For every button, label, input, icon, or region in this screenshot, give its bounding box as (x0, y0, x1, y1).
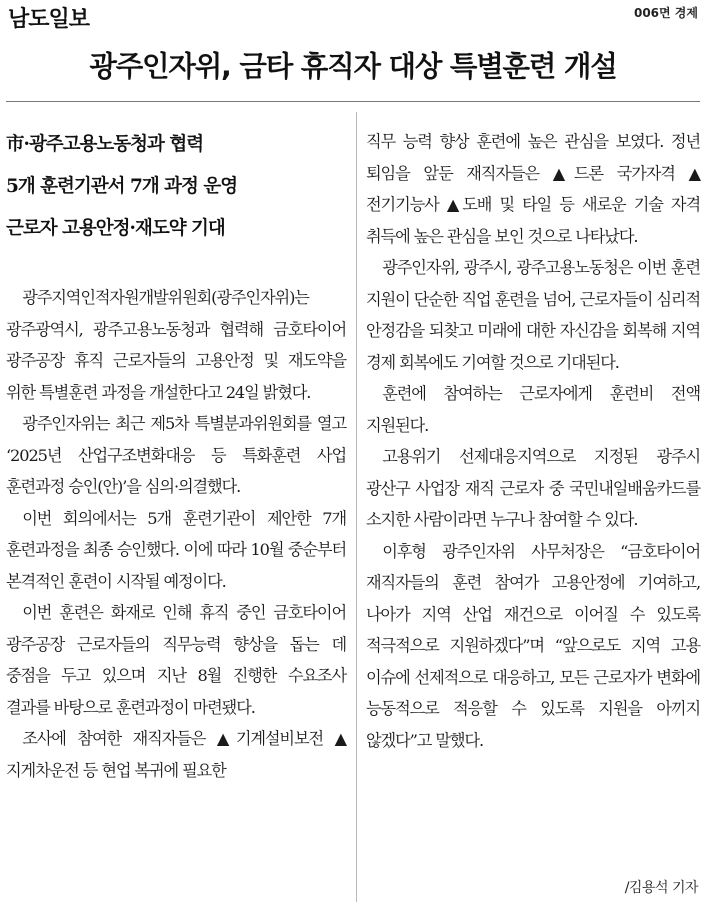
column-divider (356, 112, 357, 902)
masthead (0, 0, 706, 30)
subheadline: 근로자 고용안정·재도약 기대 (6, 218, 225, 239)
newspaper-name: 남도일보 (8, 7, 90, 32)
subheadline-list (6, 124, 346, 250)
article-column-left (6, 124, 346, 786)
article-headline: 광주인자위, 금타 휴직자 대상 특별훈련 개설 (89, 50, 617, 83)
page-section-label: 006면 경제 (633, 6, 698, 20)
article-column-right (366, 126, 700, 756)
article-paragraph: 조사에 참여한 재직자들은 ▲기계설비보전 ▲지게차운전 등 현업 복귀에 필요한 (6, 729, 346, 780)
article-body-left (6, 282, 346, 786)
article-paragraph: 이후형 광주인자위 사무처장은 “금호타이어 재직자들의 훈련 참여가 고용안정에 기여하고, 나아가 지역 산업 재건으로 이어질 수 있도록 적극적으로 지원하겠다”며 “앞으로도 지역 고용 이슈에 선제적으로 대응하고, 모든 근로자가 변화에 능동적으로 적응할 수 있도록 지원을 아끼지 않겠다”고 말했다. (366, 541, 700, 750)
article-paragraph: 직무 능력 향상 훈련에 높은 관심을 보였다. 정년 퇴임을 앞둔 재직자들은 ▲드론 국가자격 ▲전기기능사 ▲도배 및 타일 등 새로운 기술 자격 취득에 높은 관심을 보인 것으로 나타났다. (366, 132, 700, 246)
article-paragraph: 광주인자위, 광주시, 광주고용노동청은 이번 훈련 지원이 단순한 직업 훈련을 넘어, 근로자들이 심리적 안정감을 되찾고 미래에 대한 자신감을 회복해 지역 경제 회복에도 기여할 것으로 기대된다. (366, 258, 700, 372)
article-paragraph: 광주인자위는 최근 제5차 특별분과위원회를 열고 ‘2025년 산업구조변화대응 등 특화훈련 사업 훈련과정 승인(안)’을 심의·의결했다. (6, 414, 346, 496)
article-paragraph: 이번 회의에서는 5개 훈련기관이 제안한 7개 훈련과정을 최종 승인했다. 이에 따라 10월 중순부터 본격적인 훈련이 시작될 예정이다. (6, 508, 346, 591)
article-paragraph: 고용위기 선제대응지역으로 지정된 광주시 광산구 사업장 재직 근로자 중 국민내일배움카드를 소지한 사람이라면 누구나 참여할 수 있다. (366, 447, 700, 529)
article-paragraph: 훈련에 참여하는 근로자에게 훈련비 전액 지원된다. (366, 384, 700, 435)
subheadline: 市·광주고용노동청과 협력 (6, 134, 204, 155)
article-paragraph: 광주지역인적자원개발위원회(광주인자위)는 광주광역시, 광주고용노동청과 협력해 금호타이어 광주공장 휴직 근로자들의 고용안정 및 재도약을 위한 특별훈련 과정을 개설한다고 24일 밝혔다. (6, 288, 346, 402)
subheadline: 5개 훈련기관서 7개 과정 운영 (6, 176, 238, 197)
headline-divider (6, 101, 700, 102)
article-paragraph: 이번 훈련은 화재로 인해 휴직 중인 금호타이어 광주공장 근로자들의 직무능력 향상을 돕는 데 중점을 두고 있으며 지난 8월 진행한 수요조사 결과를 바탕으로 훈련과정이 마련됐다. (6, 603, 346, 717)
reporter-byline: /김용석 기자 (624, 880, 698, 896)
